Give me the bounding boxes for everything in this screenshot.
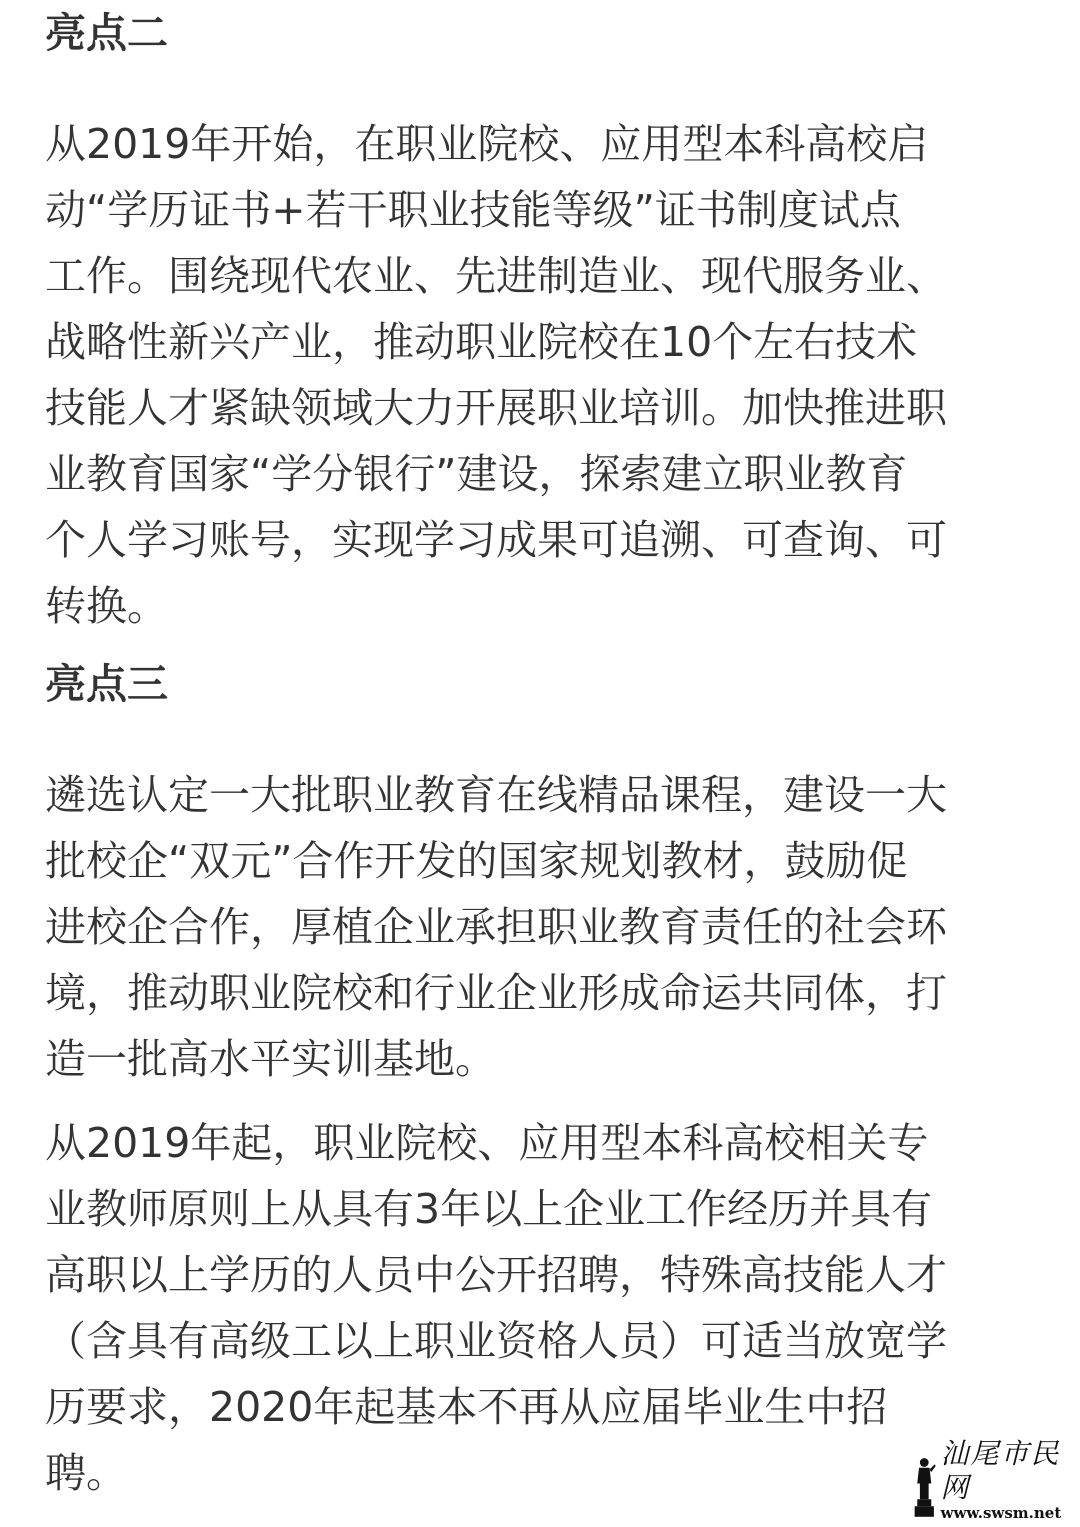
text-line: 业教师原则上从具有3年以上企业工作经历并具有 <box>45 1185 933 1233</box>
paragraph-highlight-2 <box>45 111 1035 639</box>
text-line: 造一批高水平实训基地。 <box>45 1035 496 1083</box>
site-watermark <box>912 1437 1072 1522</box>
paragraph-highlight-3-b <box>45 1110 1035 1506</box>
section-heading-2: 亮点二 <box>45 9 168 57</box>
spacer <box>45 1092 1035 1110</box>
watermark-text <box>941 1437 1072 1521</box>
spacer <box>45 66 1035 111</box>
text-line: 批校企“双元”合作开发的国家规划教材，鼓励促 <box>45 837 908 885</box>
text-line: 转换。 <box>45 582 168 630</box>
watermark-site-url: www.swsm.net <box>940 1504 1062 1522</box>
statue-silhouette-icon <box>912 1453 937 1521</box>
text-line: 进校企合作，厚植企业承担职业教育责任的社会环 <box>45 903 947 951</box>
text-line: 聘。 <box>45 1449 127 1497</box>
text-line: 个人学习账号，实现学习成果可追溯、可查询、可 <box>45 516 947 564</box>
text-line: 动“学历证书+若干职业技能等级”证书制度试点 <box>45 186 901 234</box>
text-line: 高职以上学历的人员中公开招聘，特殊高技能人才 <box>45 1251 947 1299</box>
text-line: 战略性新兴产业，推动职业院校在10个左右技术 <box>45 318 918 366</box>
spacer <box>45 639 1035 651</box>
watermark-site-name: 汕尾市民网 <box>940 1437 1061 1504</box>
text-line: 历要求，2020年起基本不再从应届毕业生中招 <box>45 1383 888 1431</box>
text-line: 技能人才紧缺领域大力开展职业培训。加快推进职 <box>45 384 947 432</box>
text-line: 从2019年起，职业院校、应用型本科高校相关专 <box>45 1119 929 1167</box>
text-line: 遴选认定一大批职业教育在线精品课程，建设一大 <box>45 771 947 819</box>
text-line: （含具有高级工以上职业资格人员）可适当放宽学 <box>45 1317 947 1365</box>
spacer <box>45 717 1035 762</box>
text-line: 从2019年开始，在职业院校、应用型本科高校启 <box>45 120 929 168</box>
text-line: 业教育国家“学分银行”建设，探索建立职业教育 <box>45 450 908 498</box>
section-heading-3: 亮点三 <box>45 660 168 708</box>
text-line: 境，推动职业院校和行业企业形成命运共同体，打 <box>45 969 947 1017</box>
article-body <box>45 0 1035 1506</box>
text-line: 工作。围绕现代农业、先进制造业、现代服务业、 <box>45 252 947 300</box>
paragraph-highlight-3-a <box>45 762 1035 1092</box>
